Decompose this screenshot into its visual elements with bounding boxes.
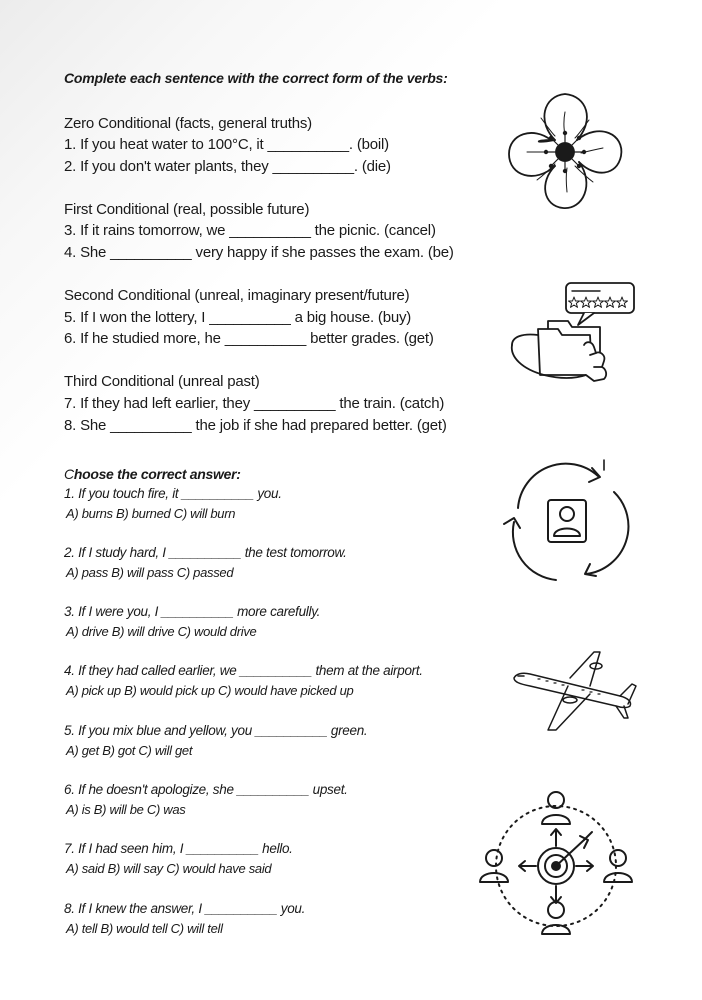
exercise-item: 3. If it rains tomorrow, we __________ the picnic. (cancel): [64, 222, 436, 239]
mc-question: 5. If you mix blue and yellow, you __________ green.: [64, 723, 368, 738]
exercise-item: 6. If he studied more, he __________ better grades. (get): [64, 330, 434, 347]
mc-options: A) pass B) will pass C) passed: [66, 565, 234, 580]
mc-options: A) pick up B) would pick up C) would have picked up: [66, 683, 354, 698]
mc-question: 6. If he doesn't apologize, she __________ upset.: [64, 782, 348, 797]
mc-question: 4. If they had called earlier, we __________ them at the airport.: [64, 663, 423, 678]
mc-options: A) get B) got C) will get: [66, 743, 193, 758]
mc-options: A) drive B) will drive C) would drive: [66, 624, 257, 639]
mc-options: A) said B) will say C) would have said: [66, 861, 272, 876]
airplane-icon: [508, 648, 638, 738]
multiple-choice-title: [64, 465, 241, 483]
exercise-item: 7. If they had left earlier, they __________ the train. (catch): [64, 395, 445, 412]
user-cycle-icon: [496, 456, 636, 586]
target-network-icon: [476, 786, 636, 946]
mc-options: A) is B) will be C) was: [66, 802, 186, 817]
mc-question: 2. If I study hard, I __________ the test tomorrow.: [64, 545, 347, 560]
section-heading-third: Third Conditional (unreal past): [64, 373, 260, 390]
flower-icon: [500, 90, 630, 220]
mc-options: A) tell B) would tell C) will tell: [66, 921, 223, 936]
section-heading-first: First Conditional (real, possible future): [64, 201, 310, 218]
mc-question: 1. If you touch fire, it __________ you.: [64, 486, 282, 501]
worksheet-title: Complete each sentence with the correct form of the verbs:: [64, 70, 448, 86]
mc-options: A) burns B) burned C) will burn: [66, 506, 236, 521]
exercise-item: 1. If you heat water to 100°C, it __________. (boil): [64, 136, 389, 153]
title-first-letter: C: [64, 466, 74, 482]
mc-question: 7. If I had seen him, I __________ hello.: [64, 841, 293, 856]
mc-question: 3. If I were you, I __________ more carefully.: [64, 604, 321, 619]
exercise-item: 2. If you don't water plants, they __________. (die): [64, 158, 391, 175]
exercise-item: 4. She __________ very happy if she passes the exam. (be): [64, 244, 454, 261]
mc-question: 8. If I knew the answer, I __________ you.: [64, 901, 306, 916]
review-folder-icon: [508, 275, 638, 395]
title-rest: hoose the correct answer:: [73, 466, 241, 482]
exercise-item: 8. She __________ the job if she had prepared better. (get): [64, 417, 447, 434]
section-heading-second: Second Conditional (unreal, imaginary present/future): [64, 287, 410, 304]
exercise-item: 5. If I won the lottery, I __________ a big house. (buy): [64, 309, 412, 326]
section-heading-zero: Zero Conditional (facts, general truths): [64, 115, 312, 132]
